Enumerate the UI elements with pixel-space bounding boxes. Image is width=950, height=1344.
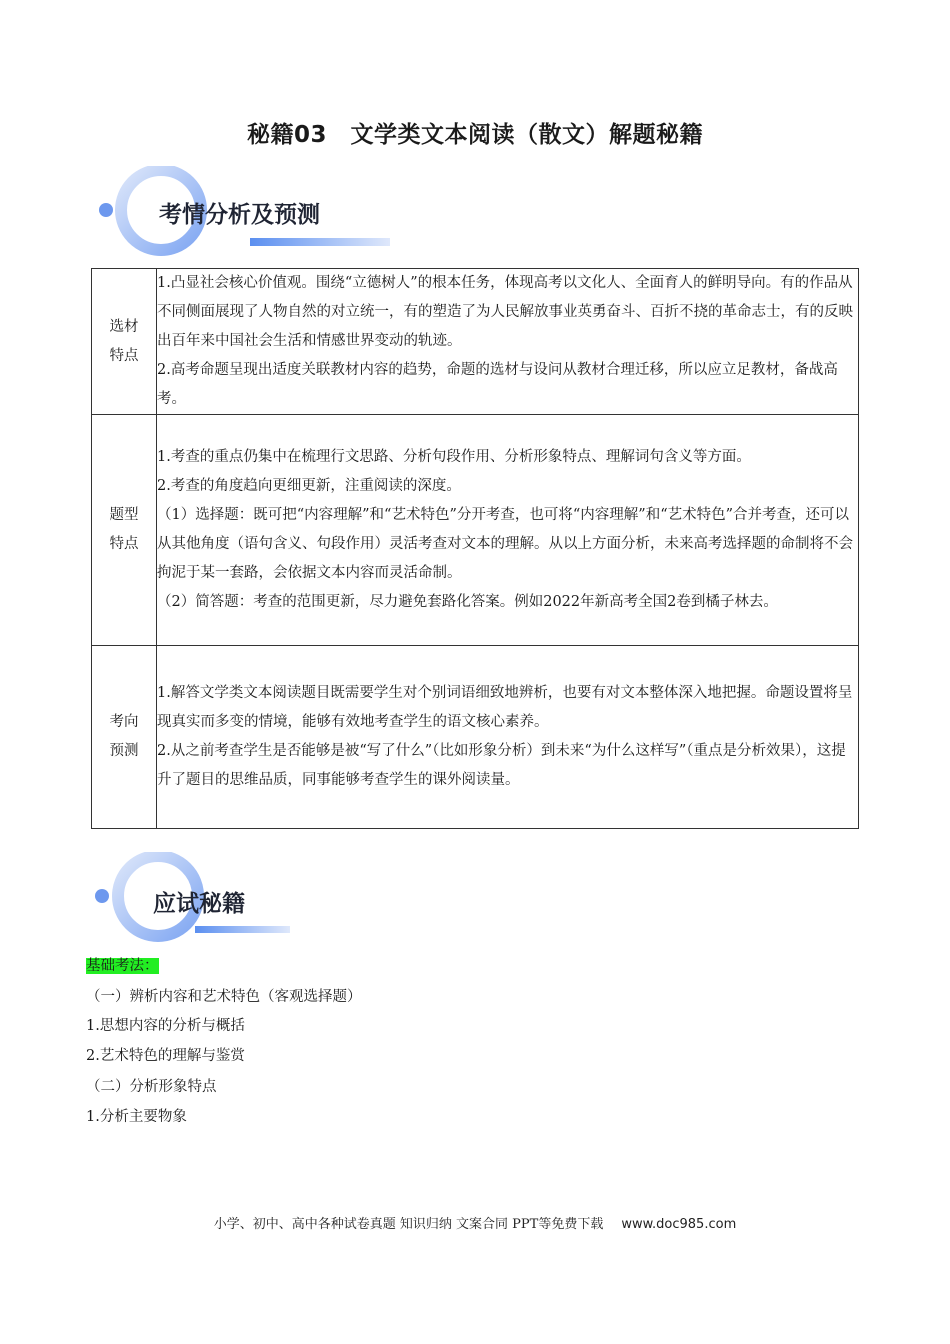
basic-method-label: 基础考法： [86, 958, 159, 974]
row-label: 考向 预测 [92, 646, 157, 829]
paragraph: （2）简答题：考查的范围更新，尽力避免套路化答案。例如2022年新高考全国2卷到橘子林去。 [157, 594, 778, 610]
footer [0, 1213, 950, 1232]
footer-text: 小学、初中、高中各种试卷真题 知识归纳 文案合同 PPT等免费下载 [213, 1217, 604, 1232]
row-content [157, 646, 859, 829]
row-content [157, 269, 859, 415]
paragraph: 1.解答文学类文本阅读题目既需要学生对个别词语细致地辨析，也要有对文本整体深入地把握。命题设置将呈现真实而多变的情境，能够有效地考查学生的语文核心素养。 [157, 685, 853, 730]
table-row [92, 646, 859, 829]
banner-title-tips: 应试秘籍 [153, 891, 245, 917]
paragraph: 2.从之前考查学生是否能够是被“写了什么”（比如形象分析）到未来“为什么这样写”（重点是分析效果），这提升了题目的思维品质，同事能够考查学生的课外阅读量。 [157, 743, 846, 788]
banner-title-analysis: 考情分析及预测 [159, 202, 320, 228]
table-row [92, 269, 859, 415]
section-banner-tips [95, 852, 295, 942]
analysis-table [91, 268, 859, 829]
section-banner-analysis [95, 166, 395, 256]
row-label: 选材 特点 [92, 269, 157, 415]
paragraph: （1）选择题：既可把“内容理解”和“艺术特色”分开考查，也可将“内容理解”和“艺术特色”合并考查，还可以从其他角度（语句含义、句段作用）灵活考查对文本的理解。从以上方面分析，未来高考选择题的命制将不会拘泥于某一套路，会依据文本内容而灵活命制。 [157, 507, 853, 581]
row-label: 题型 特点 [92, 415, 157, 646]
row-content [157, 415, 859, 646]
paragraph: 2.考查的角度趋向更细更新，注重阅读的深度。 [157, 478, 461, 494]
list-item: （一）辨析内容和艺术特色（客观选择题） [86, 989, 362, 1005]
page-title: 秘籍03 文学类文本阅读（散文）解题秘籍 [246, 122, 703, 148]
list-item: 2.艺术特色的理解与鉴赏 [86, 1048, 245, 1064]
paragraph: 1.凸显社会核心价值观。围绕“立德树人”的根本任务，体现高考以文化人、全面育人的鲜明导向。有的作品从不同侧面展现了人物自然的对立统一，有的塑造了为人民解放事业英勇奋斗、百折不挠的革命志士，有的反映出百年来中国社会生活和情感世界变动的轨迹。 [157, 275, 853, 349]
table-row [92, 415, 859, 646]
list-item: 1.分析主要物象 [86, 1109, 187, 1125]
footer-link[interactable]: www.doc985.com [621, 1217, 737, 1232]
paragraph: 2.高考命题呈现出适度关联教材内容的趋势，命题的选材与设问从教材合理迁移，所以应立足教材，备战高考。 [157, 362, 838, 407]
paragraph: 1.考查的重点仍集中在梳理行文思路、分析句段作用、分析形象特点、理解词句含义等方面。 [157, 449, 751, 465]
list-item: （二）分析形象特点 [86, 1079, 217, 1095]
list-item: 1.思想内容的分析与概括 [86, 1018, 245, 1034]
